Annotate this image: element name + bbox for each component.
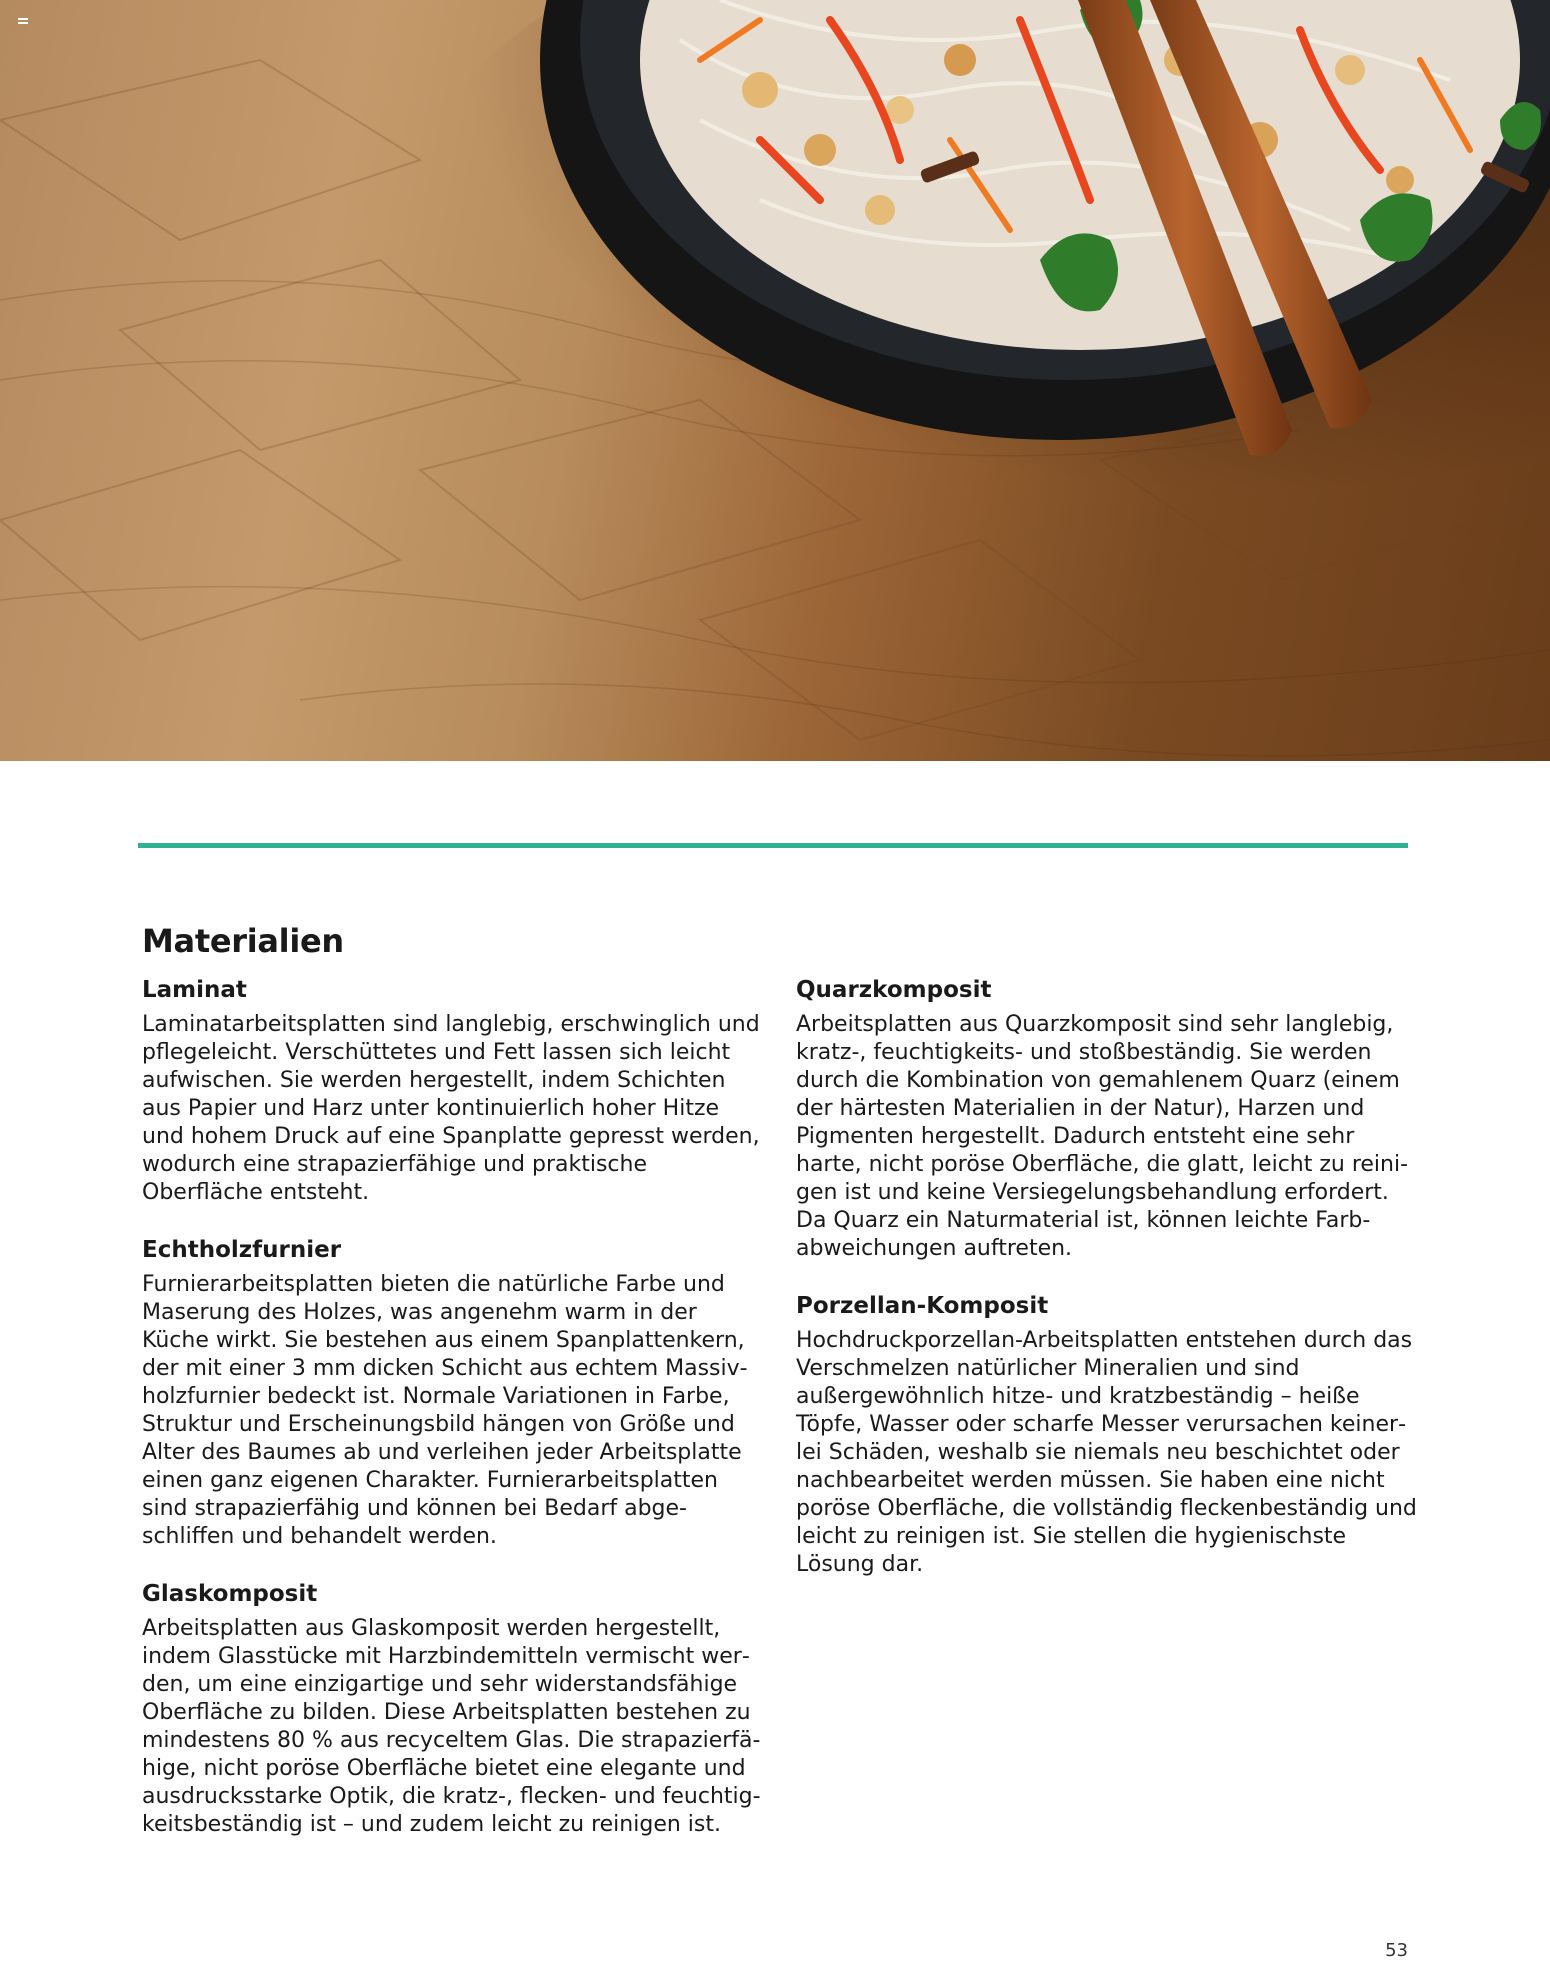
section-text: Hochdruckporzellan-Arbeitsplatten entstehen durch das Verschmelzen natürlicher Mineralien und sind außergewöhnlich hitze- und kratzbeständig – heiße Töpfe, Wasser oder scharfe Messer verursachen keinerlei Schäden, weshalb sie niemals neu beschichtet oder nachbearbeitet werden müssen. Sie haben eine nicht poröse Oberfläche, die vollständig fleckenbeständig und leicht zu reinigen ist. Sie stellen die hygienischste Lösung dar.: [796, 1328, 1417, 1577]
section-laminat: [142, 975, 762, 1207]
section-heading: Glaskomposit: [142, 1581, 318, 1607]
hero-photo: [0, 0, 1550, 761]
menu-icon[interactable]: [18, 18, 28, 26]
section-echtholzfurnier: [142, 1235, 762, 1551]
section-quarzkomposit: [796, 975, 1421, 1263]
section-text: Arbeitsplatten aus Glaskomposit werden hergestellt, indem Glasstücke mit Harzbindemitteln vermischt werden, um eine einzigartige und sehr widerstandsfähige Oberfläche zu bilden. Diese Arbeitsplatten bestehen zu mindestens 80 % aus recyceltem Glas. Die strapazierfähige, nicht poröse Oberfläche bietet eine elegante und ausdrucksstarke Optik, die kratz-, flecken- und feuchtigkeitsbeständig ist – und zudem leicht zu reinigen ist.: [142, 1616, 761, 1837]
wooden-countertop-with-noodle-bowl: [0, 0, 1550, 761]
section-glaskomposit: [142, 1579, 762, 1839]
page-title: Materialien: [142, 922, 344, 960]
section-heading: Quarzkomposit: [796, 977, 992, 1003]
right-column: [796, 975, 1421, 1607]
page-number: 53: [1385, 1940, 1408, 1961]
section-heading: Porzellan-Komposit: [796, 1293, 1049, 1319]
section-heading: Echtholzfurnier: [142, 1237, 342, 1263]
section-text: Laminatarbeitsplatten sind langlebig, erschwinglich und pflegeleicht. Verschüttetes und Fett lassen sich leicht aufwischen. Sie werden hergestellt, indem Schichten aus Papier und Harz unter kontinuierlich hoher Hitze und hohem Druck auf eine Spanplatte gepresst werden, wodurch eine strapazierfähige und praktische Oberfläche entsteht.: [142, 1012, 760, 1205]
section-text: Furnierarbeitsplatten bieten die natürliche Farbe und Maserung des Holzes, was angenehm warm in der Küche wirkt. Sie bestehen aus einem Spanplattenkern, der mit einer 3 mm dicken Schicht aus echtem Massivholzfurnier bedeckt ist. Normale Variationen in Farbe, Struktur und Erscheinungsbild hängen von Größe und Alter des Baumes ab und verleihen jeder Arbeitsplatte einen ganz eigenen Charakter. Furnierarbeitsplatten sind strapazierfähig und können bei Bedarf abgeschliffen und behandelt werden.: [142, 1272, 748, 1549]
section-porzellan-komposit: [796, 1291, 1421, 1579]
section-heading: Laminat: [142, 977, 247, 1003]
accent-divider: [138, 843, 1408, 848]
left-column: [142, 975, 762, 1867]
section-text: Arbeitsplatten aus Quarzkomposit sind sehr langlebig, kratz-, feuchtigkeits- und stoßbeständig. Sie werden durch die Kombination von gemahlenem Quarz (einem der härtesten Materialien in der Natur), Harzen und Pigmenten hergestellt. Dadurch entsteht eine sehr harte, nicht poröse Oberfläche, die glatt, leicht zu reinigen ist und keine Versiegelungsbehandlung erfordert. Da Quarz ein Naturmaterial ist, können leichte Farbabweichungen auftreten.: [796, 1012, 1409, 1261]
